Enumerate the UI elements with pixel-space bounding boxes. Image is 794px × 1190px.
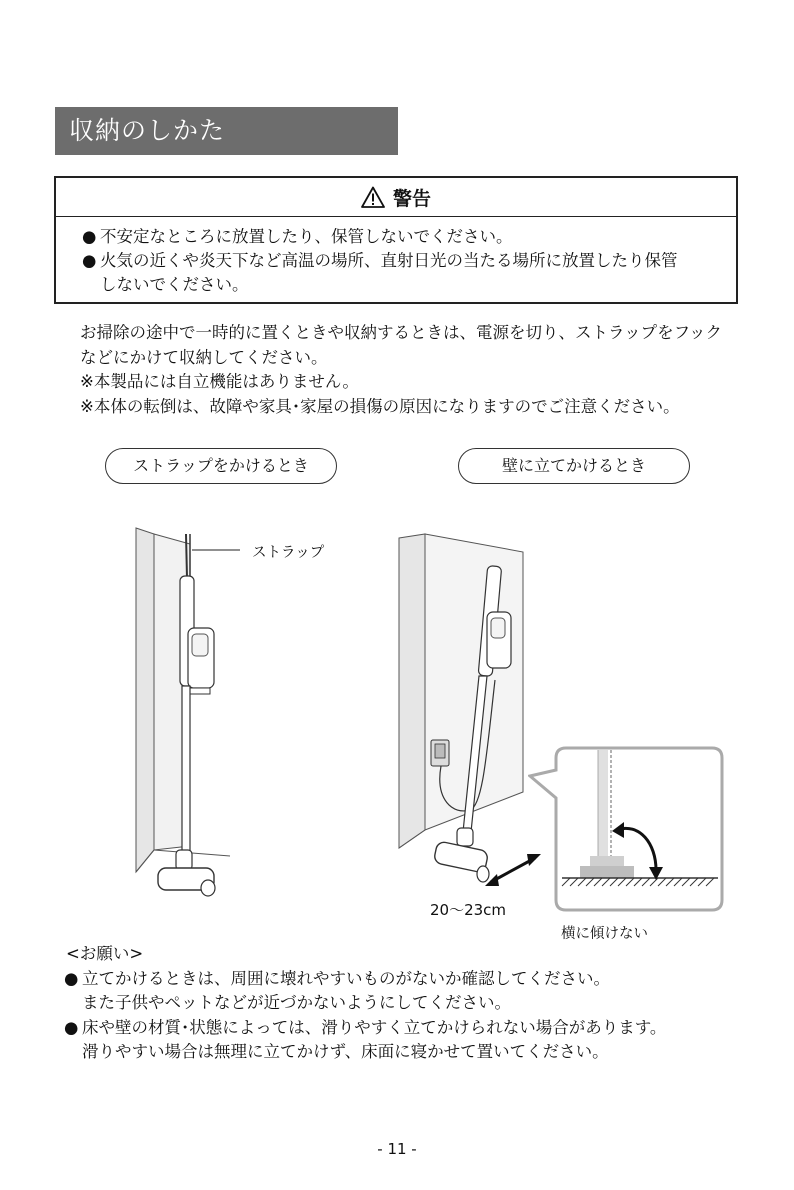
warning-title: 警告 <box>392 187 431 210</box>
distance-label: 20〜23cm <box>430 901 507 919</box>
detail-callout <box>528 740 724 916</box>
section-title: 収納のしかた <box>55 107 398 155</box>
intro-text <box>80 321 760 419</box>
note-item <box>64 1016 764 1041</box>
warning-triangle-icon <box>361 186 385 208</box>
note-item-text: 床や壁の材質･状態によっては、滑りやすく立てかけられない場合があります。 <box>82 1017 667 1037</box>
page-number: - 11 - <box>377 1140 417 1158</box>
bullet: ● <box>64 1017 79 1037</box>
note-item-continuation: 滑りやすい場合は無理に立てかけず、床面に寝かせて置いてください。 <box>82 1042 609 1061</box>
warning-item-continuation: しないでください。 <box>100 275 249 294</box>
warning-header <box>56 178 736 217</box>
warning-item <box>82 225 736 249</box>
warning-box <box>54 176 738 304</box>
label-wall-leaning: 壁に立てかけるとき <box>458 448 690 484</box>
notes-heading: <お願い> <box>66 944 144 963</box>
intro-line: などにかけて収納してください。 <box>80 347 328 367</box>
intro-note: ※本製品には自立機能はありません。 <box>80 372 359 391</box>
warning-list <box>56 217 736 297</box>
bullet: ● <box>82 227 97 246</box>
illustration-strap-hanging <box>130 520 330 910</box>
detail-caption: 横に傾けない <box>561 926 648 942</box>
warning-item <box>82 249 736 273</box>
warning-item-text: 火気の近くや炎天下など高温の場所、直射日光の当たる場所に放置したり保管 <box>100 251 678 270</box>
note-item <box>64 967 764 992</box>
intro-line: お掃除の途中で一時的に置くときや収納するときは、電源を切り、ストラップをフック <box>80 323 723 342</box>
intro-note: ※本体の転倒は、故障や家具･家屋の損傷の原因になりますのでご注意ください。 <box>80 396 680 416</box>
notes-section <box>64 942 764 1065</box>
strap-callout: ストラップ <box>252 545 325 561</box>
note-item-continuation: また子供やペットなどが近づかないようにしてください。 <box>82 993 511 1012</box>
warning-item-text: 不安定なところに放置したり、保管しないでください。 <box>100 227 513 246</box>
bullet: ● <box>64 968 79 988</box>
illustration-wall-leaning <box>395 530 545 910</box>
bullet: ● <box>82 251 97 270</box>
note-item-text: 立てかけるときは、周囲に壊れやすいものがないか確認してください。 <box>82 968 610 988</box>
label-strap-hanging: ストラップをかけるとき <box>105 448 337 484</box>
